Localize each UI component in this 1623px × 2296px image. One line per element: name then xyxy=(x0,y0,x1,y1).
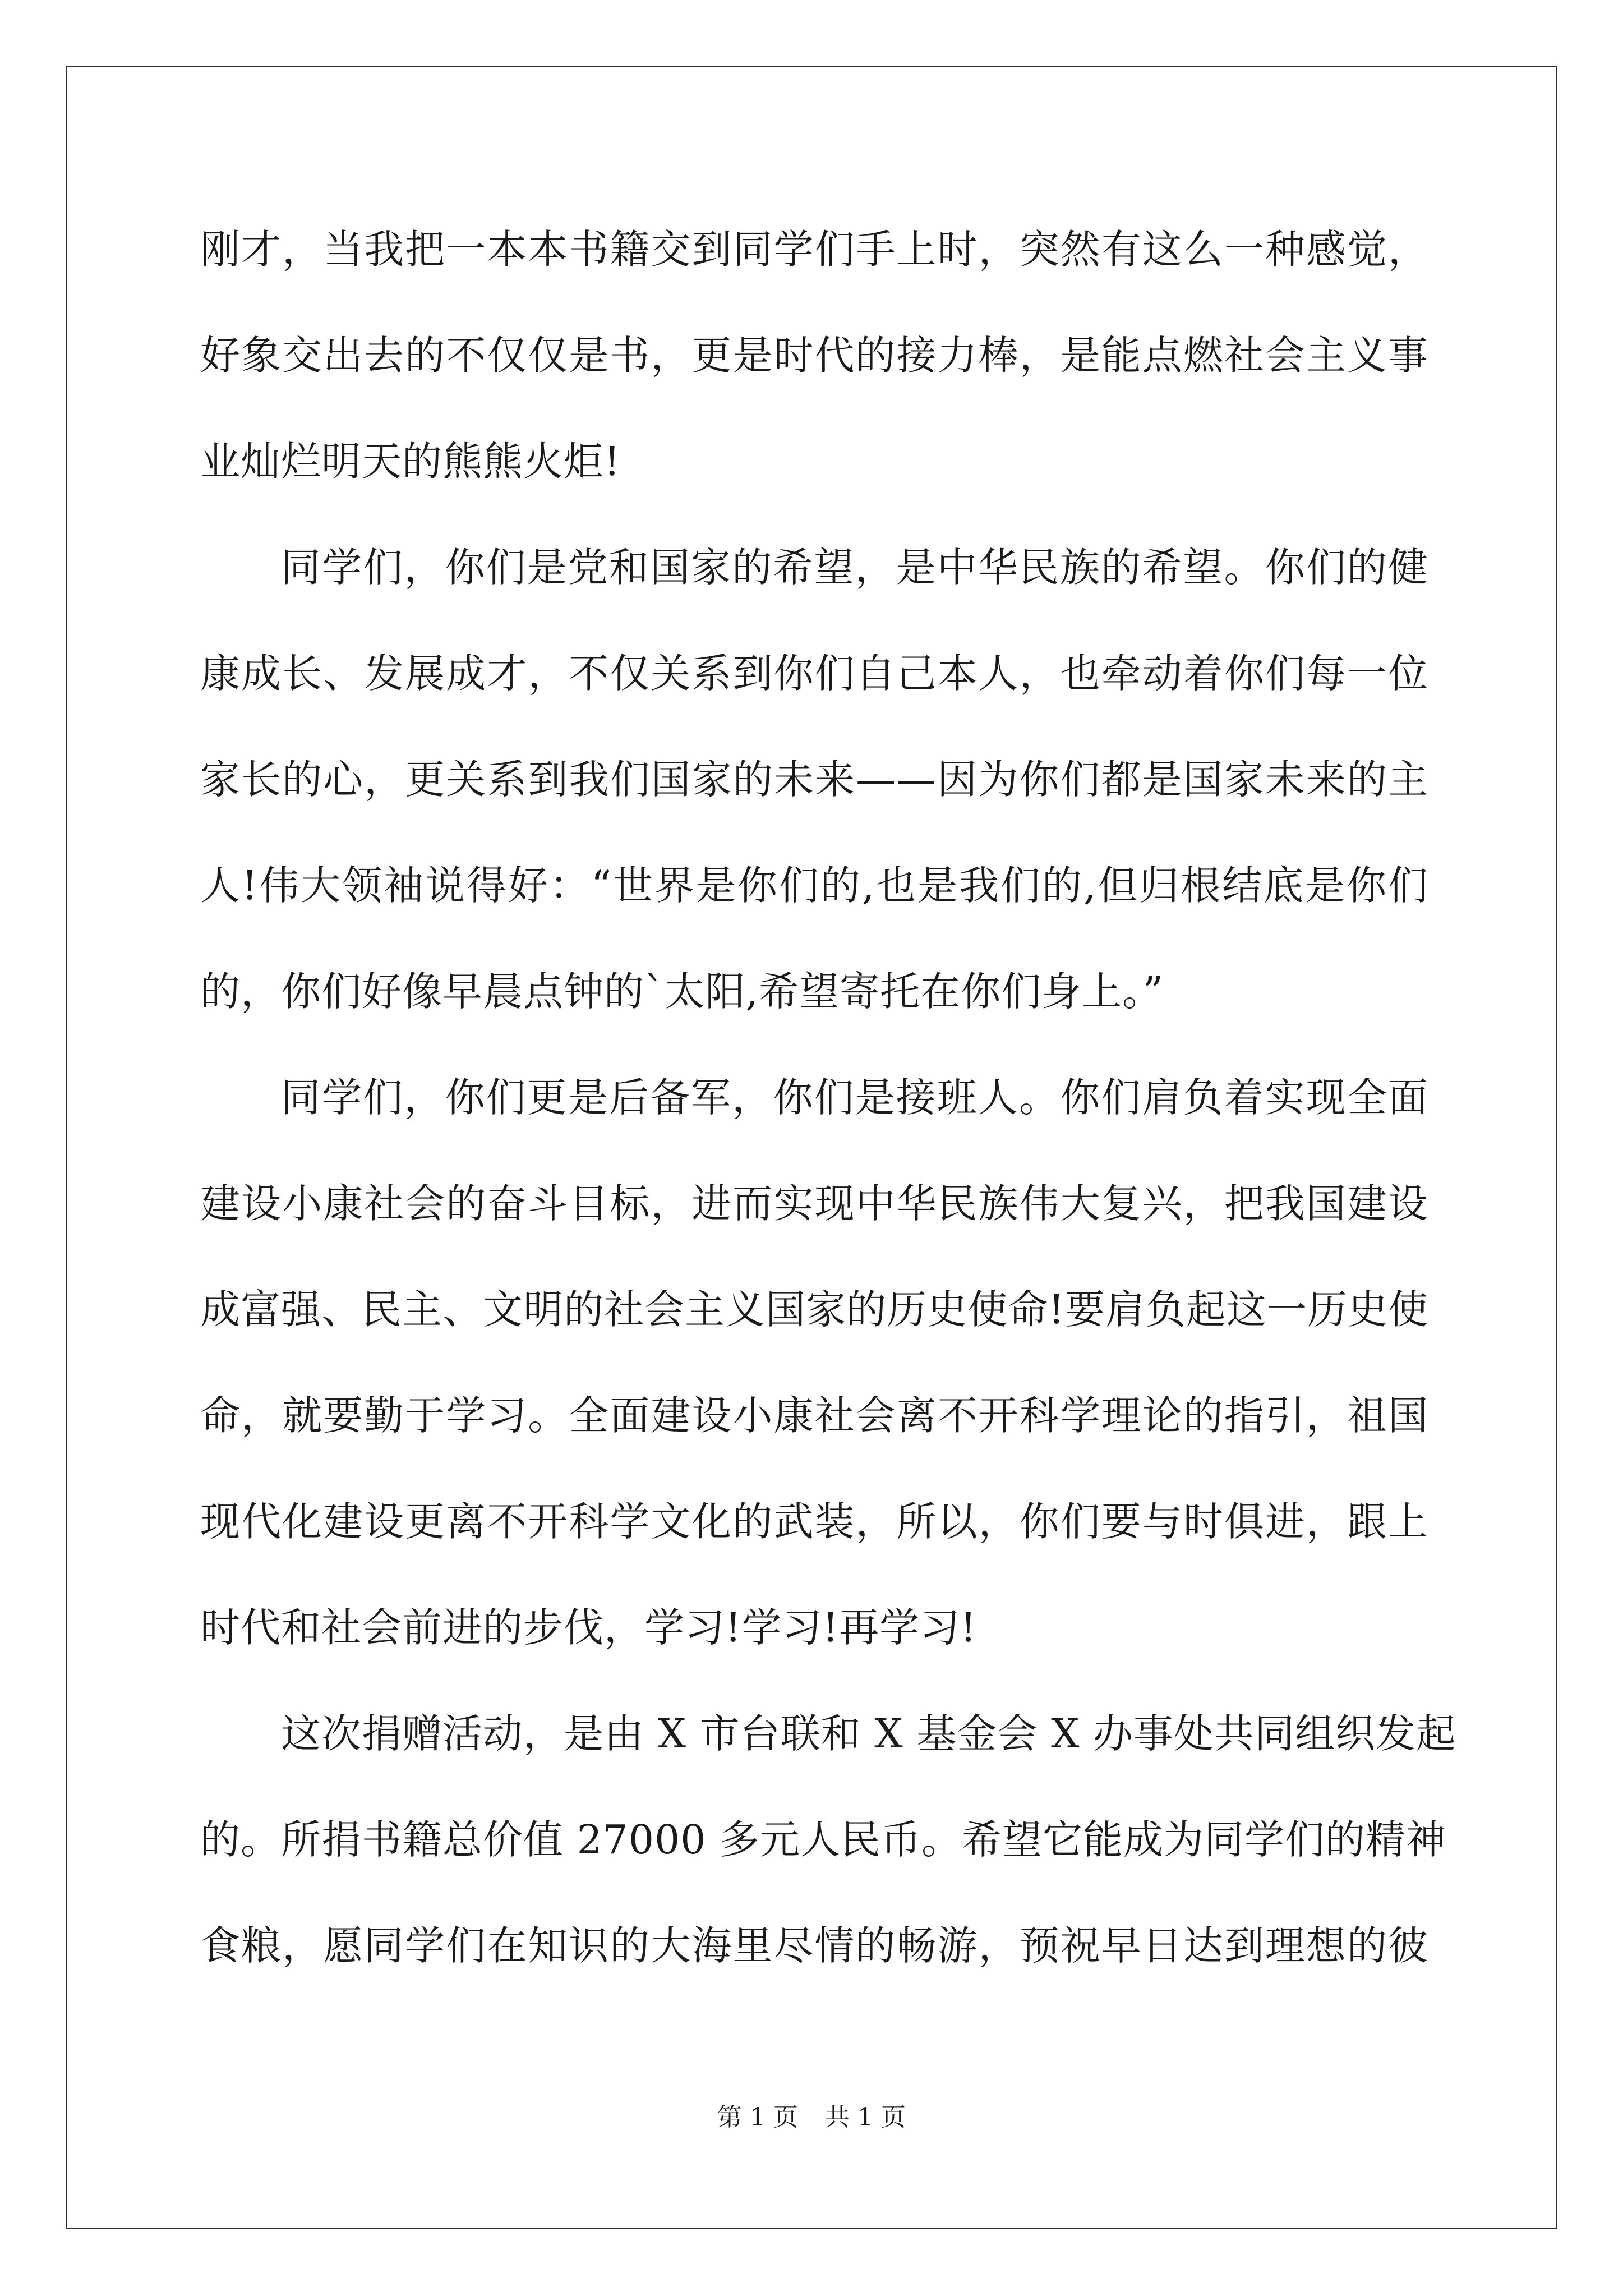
text-line: 同学们，你们是党和国家的希望，是中华民族的希望。你们的健 xyxy=(281,544,1428,591)
paragraph-3 xyxy=(200,1045,1428,1681)
text-line: 业灿烂明天的熊熊火炬! xyxy=(200,438,621,485)
text-line: 时代和社会前进的步伐，学习!学习!再学习! xyxy=(200,1604,977,1651)
text-line: 这次捐赠活动，是由 X 市台联和 X 基金会 X 办事处共同组织发起 xyxy=(281,1710,1457,1757)
text-line: 的。所捐书籍总价值 27000 多元人民币。希望它能成为同学们的精神 xyxy=(200,1816,1447,1863)
page-footer xyxy=(0,2101,1623,2134)
text-line: 命，就要勤于学习。全面建设小康社会离不开科学理论的指引，祖国 xyxy=(200,1392,1428,1439)
document-body xyxy=(200,196,1457,1999)
paragraph-4 xyxy=(200,1681,1457,1999)
paragraph-2 xyxy=(200,514,1428,1045)
text-line: 好象交出去的不仅仅是书，更是时代的接力棒，是能点燃社会主义事 xyxy=(200,332,1428,379)
text-line: 康成长、发展成才，不仅关系到你们自己本人，也牵动着你们每一位 xyxy=(200,650,1428,697)
text-line: 的，你们好像早晨点钟的`太阳,希望寄托在你们身上。” xyxy=(200,968,1164,1015)
text-line: 家长的心，更关系到我们国家的未来——因为你们都是国家未来的主 xyxy=(200,756,1428,803)
text-line: 食粮，愿同学们在知识的大海里尽情的畅游，预祝早日达到理想的彼 xyxy=(200,1922,1428,1969)
page-total: 共 1 页 xyxy=(825,2103,906,2132)
text-line: 成富强、民主、文明的社会主义国家的历史使命!要肩负起这一历史使 xyxy=(200,1286,1428,1333)
text-line: 刚才，当我把一本本书籍交到同学们手上时，突然有这么一种感觉， xyxy=(200,226,1428,273)
page-number: 第 1 页 xyxy=(717,2103,798,2132)
paragraph-1 xyxy=(200,196,1428,514)
text-line: 建设小康社会的奋斗目标，进而实现中华民族伟大复兴，把我国建设 xyxy=(200,1180,1428,1227)
text-line: 同学们，你们更是后备军，你们是接班人。你们肩负着实现全面 xyxy=(281,1074,1428,1121)
text-line: 现代化建设更离不开科学文化的武装，所以，你们要与时俱进，跟上 xyxy=(200,1498,1428,1545)
text-line: 人!伟大领袖说得好：“世界是你们的,也是我们的,但归根结底是你们 xyxy=(200,862,1428,909)
